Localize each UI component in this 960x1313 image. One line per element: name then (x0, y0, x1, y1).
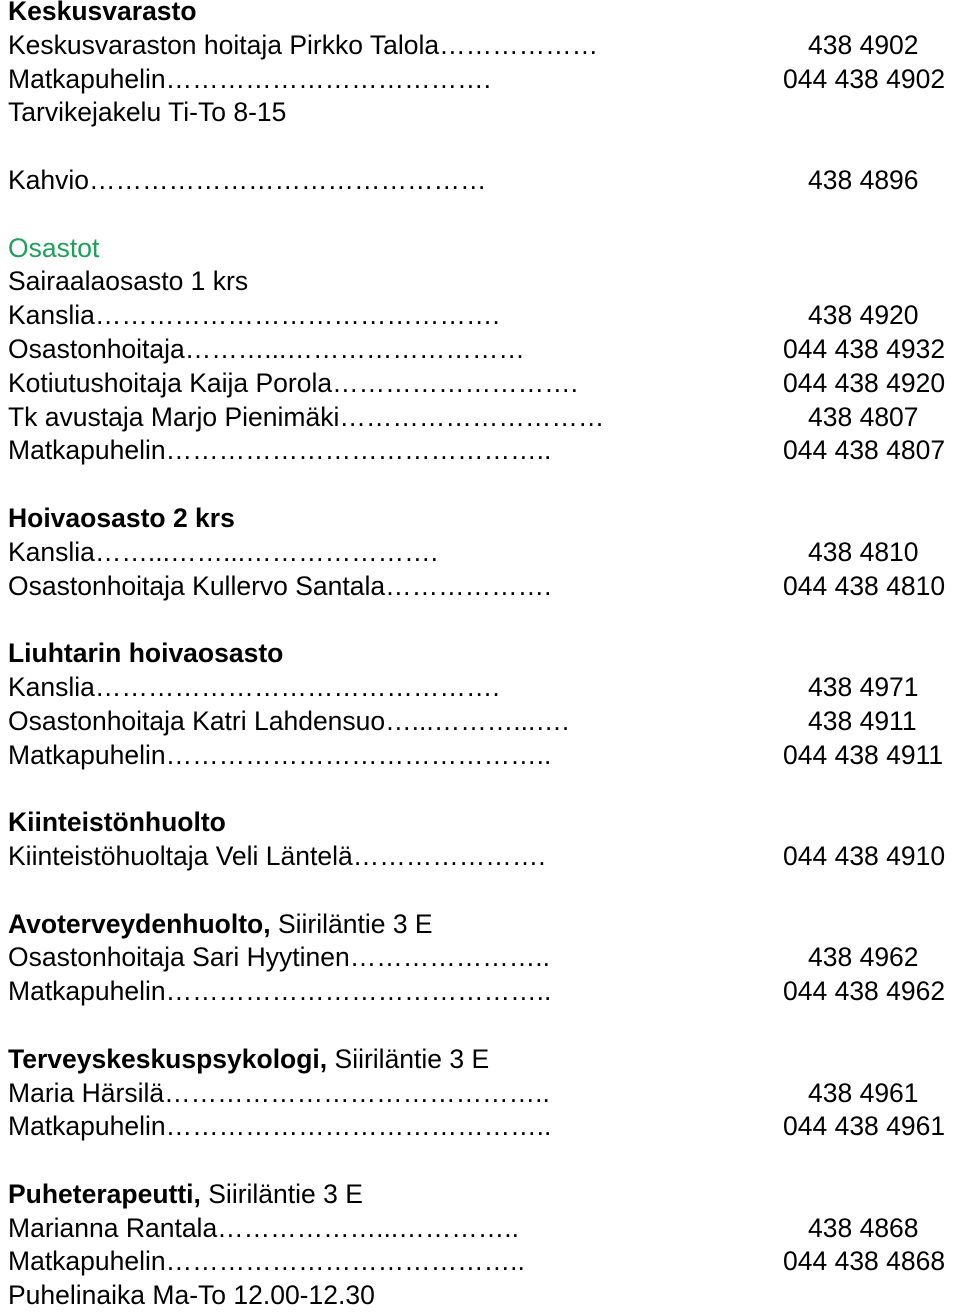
spacer (8, 198, 960, 232)
entry-label: Kotiutushoitaja Kaija Porola………………………. (8, 367, 578, 398)
phone-number: 044 438 4920 (783, 367, 946, 398)
directory-entry (8, 434, 960, 468)
section-heading (8, 637, 960, 671)
heading-address: Siiriläntie 3 E (200, 1178, 363, 1209)
heading-title: Terveyskeskuspsykologi, (8, 1043, 328, 1074)
phone-number: 438 4920 (808, 300, 919, 331)
directory-entry (8, 96, 960, 130)
phone-number: 044 438 4910 (783, 840, 946, 871)
phone-number: 438 4868 (808, 1212, 919, 1243)
directory-entry (8, 367, 960, 401)
phone-number: 044 438 4902 (783, 63, 946, 94)
entry-label: Osastonhoitaja Kullervo Santala………………. (8, 570, 552, 601)
heading-address: Siiriläntie 3 E (270, 908, 433, 939)
phone-number: 044 438 4961 (783, 1111, 946, 1142)
spacer (8, 603, 960, 637)
phone-number: 438 4807 (808, 401, 919, 432)
directory-entry (8, 570, 960, 604)
directory-entry (8, 164, 960, 198)
section-heading (8, 502, 960, 536)
entry-label: Tk avustaja Marjo Pienimäki………………………… (8, 401, 605, 432)
spacer (8, 468, 960, 502)
entry-label: Matkapuhelin…………………………………….. (8, 976, 552, 1007)
section-heading (8, 806, 960, 840)
directory-entry (8, 401, 960, 435)
phone-directory (8, 0, 960, 1313)
section-heading (8, 0, 960, 29)
directory-entry (8, 1212, 960, 1246)
directory-entry (8, 299, 960, 333)
heading-address: Siiriläntie 3 E (327, 1043, 490, 1074)
phone-number: 044 438 4807 (783, 435, 946, 466)
phone-number: 438 4962 (808, 942, 919, 973)
heading-title: Kiinteistönhuolto (8, 807, 226, 838)
directory-entry (8, 1245, 960, 1279)
directory-entry (8, 265, 960, 299)
directory-entry (8, 333, 960, 367)
entry-label: Marianna Rantala………………...………….. (8, 1212, 519, 1243)
heading-title: Avoterveydenhuolto, (8, 908, 271, 939)
spacer (8, 772, 960, 806)
spacer (8, 130, 960, 164)
directory-entry (8, 739, 960, 773)
category-label: Osastot (8, 232, 100, 263)
entry-label: Kahvio……………………………………… (8, 164, 487, 195)
directory-entry (8, 536, 960, 570)
phone-number: 438 4911 (808, 705, 917, 736)
spacer (8, 1009, 960, 1043)
phone-number: 438 4971 (808, 671, 919, 702)
entry-label: Matkapuhelin…………………………………….. (8, 1111, 552, 1142)
spacer (8, 1144, 960, 1178)
directory-entry (8, 1279, 960, 1313)
section-heading (8, 1043, 960, 1077)
entry-label: Kanslia………………………………………. (8, 671, 500, 702)
phone-number: 438 4961 (808, 1077, 919, 1108)
category-heading (8, 232, 960, 266)
directory-entry (8, 941, 960, 975)
directory-entry (8, 705, 960, 739)
phone-number: 438 4896 (808, 164, 919, 195)
entry-label: Osastonhoitaja Katri Lahdensuo…...………...…. (8, 705, 570, 736)
directory-entry (8, 1077, 960, 1111)
entry-label: Osastonhoitaja………...……………………… (8, 333, 525, 364)
entry-label: Puhelinaika Ma-To 12.00-12.30 (8, 1280, 375, 1311)
heading-title: Liuhtarin hoivaosasto (8, 638, 284, 669)
entry-label: Matkapuhelin………………………………. (8, 63, 491, 94)
entry-label: Kanslia……...……...…………………. (8, 536, 438, 567)
phone-number: 044 438 4932 (783, 333, 946, 364)
phone-number: 044 438 4810 (783, 570, 946, 601)
entry-label: Matkapuhelin…………………………………….. (8, 739, 552, 770)
heading-title: Keskusvarasto (8, 0, 197, 26)
phone-number: 438 4810 (808, 536, 919, 567)
section-heading (8, 908, 960, 942)
entry-label: Osastonhoitaja Sari Hyytinen………………….. (8, 942, 550, 973)
entry-label: Kanslia………………………………………. (8, 300, 500, 331)
directory-entry (8, 671, 960, 705)
entry-label: Keskusvaraston hoitaja Pirkko Talola……………… (8, 29, 599, 60)
phone-number: 044 438 4868 (783, 1246, 946, 1277)
section-heading (8, 1178, 960, 1212)
phone-number: 044 438 4962 (783, 976, 946, 1007)
directory-entry (8, 1110, 960, 1144)
directory-entry (8, 840, 960, 874)
phone-number: 044 438 4911 (783, 739, 944, 770)
directory-entry (8, 29, 960, 63)
entry-label: Maria Härsilä…………………………………….. (8, 1077, 550, 1108)
heading-title: Hoivaosasto 2 krs (8, 502, 235, 533)
entry-label: Matkapuhelin…………………………………….. (8, 435, 552, 466)
directory-entry (8, 975, 960, 1009)
directory-entry (8, 63, 960, 97)
heading-title: Puheterapeutti, (8, 1178, 201, 1209)
entry-label: Matkapuhelin………………………………….. (8, 1246, 525, 1277)
spacer (8, 874, 960, 908)
entry-label: Tarvikejakelu Ti-To 8-15 (8, 97, 287, 128)
phone-number: 438 4902 (808, 29, 919, 60)
entry-label: Kiinteistöhuoltaja Veli Läntelä…………………. (8, 840, 546, 871)
entry-label: Sairaalaosasto 1 krs (8, 266, 249, 297)
